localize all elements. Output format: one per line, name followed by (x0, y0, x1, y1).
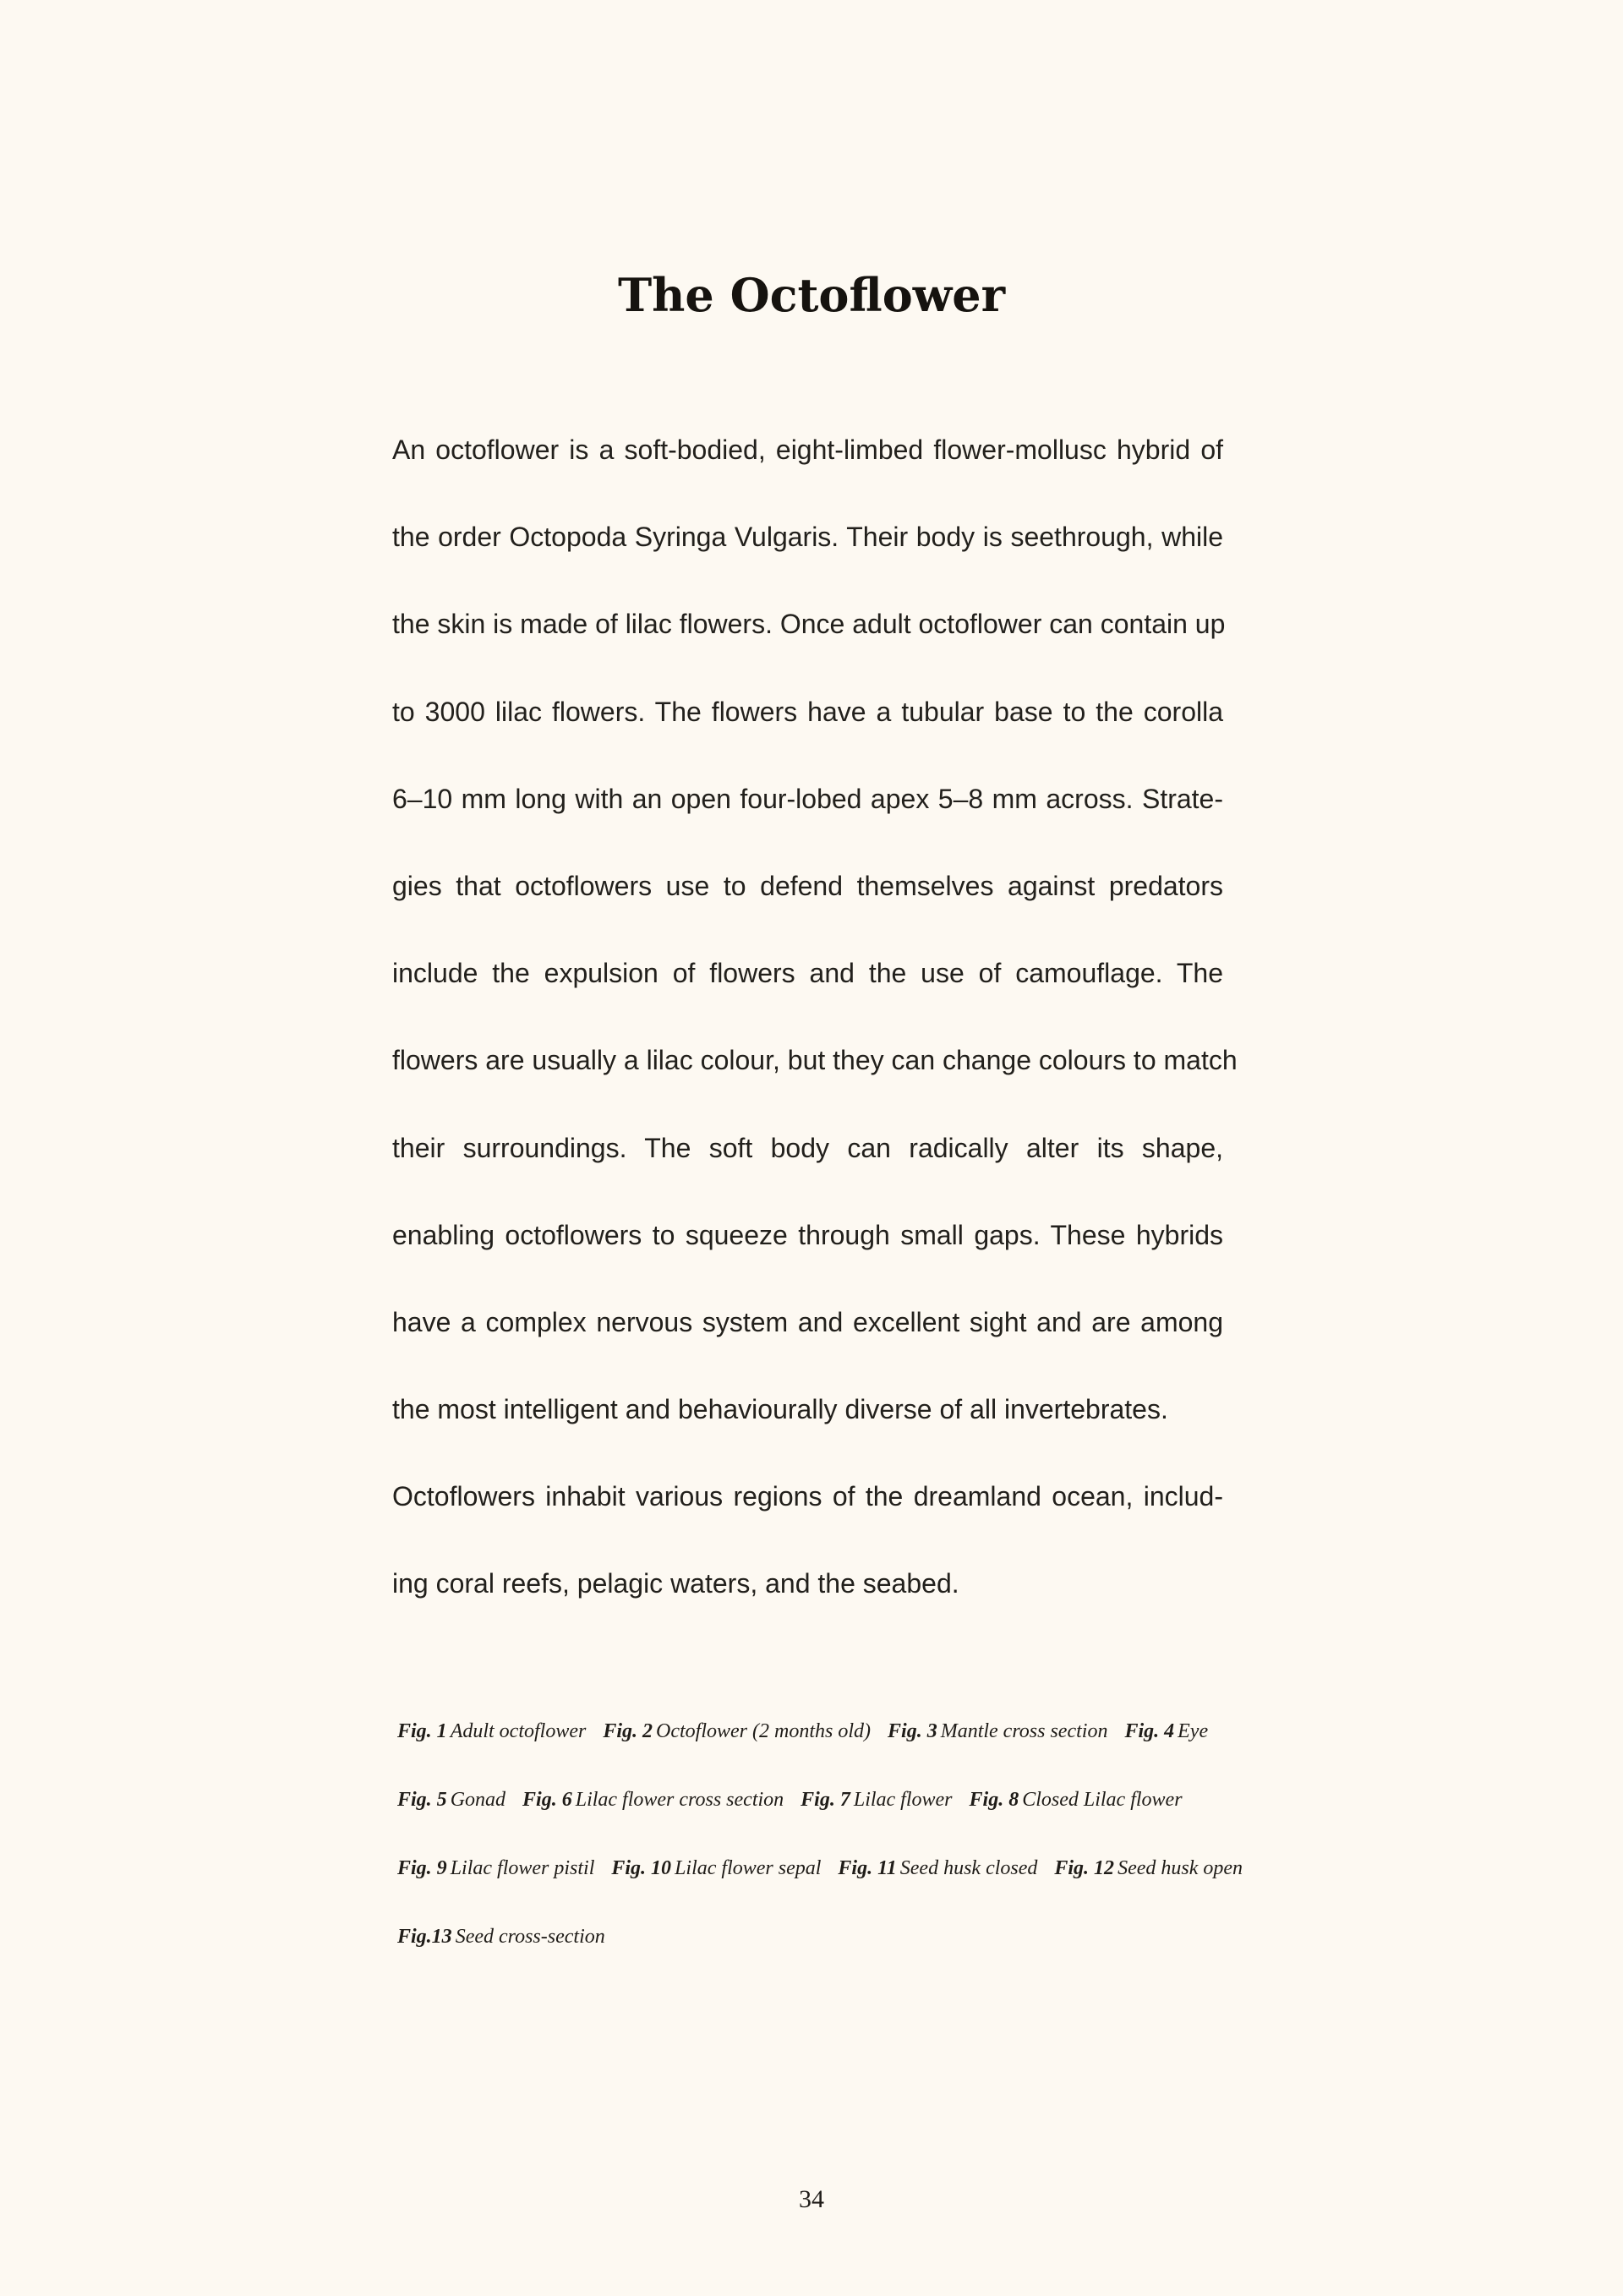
body-line: the skin is made of lilac flowers. Once adult octoflower can contain up (392, 609, 1226, 640)
body-line: Octoflowers inhabit various regions of the dreamland ocean, includ- (392, 1481, 1223, 1512)
figure-label: Fig. 11 (838, 1857, 897, 1879)
figure-text: Lilac flower sepal (675, 1857, 822, 1879)
caption-line (397, 1766, 1226, 1834)
figure-label: Fig. 3 (888, 1720, 937, 1742)
figure-label: Fig. 8 (969, 1789, 1019, 1811)
figure-text: Gonad (450, 1789, 506, 1811)
page-number: 34 (799, 2185, 824, 2213)
body-line: 6–10 mm long with an open four-lobed apex 5–8 mm across. Strate- (392, 783, 1223, 814)
figure-text: Closed Lilac flower (1022, 1789, 1183, 1811)
figure-caption (1124, 1720, 1208, 1742)
figure-caption (397, 1857, 594, 1879)
body-line: the order Octopoda Syringa Vulgaris. Their body is seethrough, while (392, 522, 1223, 553)
figure-caption (970, 1789, 1183, 1811)
figure-text: Mantle cross section (940, 1720, 1108, 1742)
figure-caption (801, 1789, 952, 1811)
figure-caption (1054, 1857, 1243, 1879)
figure-label: Fig.13 (397, 1926, 452, 1948)
figure-text: Seed husk open (1118, 1857, 1243, 1879)
figure-label: Fig. 2 (603, 1720, 653, 1742)
figure-label: Fig. 1 (397, 1720, 447, 1742)
figure-caption (838, 1857, 1037, 1879)
body-line: enabling octoflowers to squeeze through small gaps. These hybrids (392, 1219, 1223, 1250)
figure-label: Fig. 9 (397, 1857, 447, 1879)
figure-text: Lilac flower (853, 1789, 953, 1811)
figure-captions (397, 1697, 1243, 1971)
body-line: the most intelligent and behaviourally diverse of all invertebrates. (392, 1394, 1168, 1425)
body-line: their surroundings. The soft body can radically alter its shape, (392, 1132, 1223, 1163)
body-line: flowers are usually a lilac colour, but they can change colours to match (392, 1045, 1238, 1076)
body-line: gies that octoflowers use to defend themselves against predators (392, 870, 1223, 901)
figure-label: Fig. 5 (397, 1789, 447, 1811)
figure-label: Fig. 7 (801, 1789, 850, 1811)
caption-line (397, 1834, 1243, 1903)
figure-caption (603, 1720, 871, 1742)
figure-text: Octoflower (2 months old) (656, 1720, 872, 1742)
figure-label: Fig. 4 (1124, 1720, 1175, 1742)
caption-line (397, 1697, 1226, 1766)
figure-caption (522, 1789, 784, 1811)
body-paragraph (392, 407, 1238, 1628)
body-line: ing coral reefs, pelagic waters, and the seabed. (392, 1568, 959, 1599)
figure-text: Seed cross-section (455, 1926, 605, 1948)
figure-label: Fig. 10 (611, 1857, 672, 1879)
figure-text: Lilac flower pistil (450, 1857, 595, 1879)
body-line: to 3000 lilac flowers. The flowers have a tubular base to the corolla (392, 696, 1223, 727)
figure-caption (611, 1857, 821, 1879)
body-line: include the expulsion of flowers and the use of camouflage. The (392, 958, 1223, 989)
body-line: An octoflower is a soft-bodied, eight-limbed flower-mollusc hybrid of (392, 435, 1223, 465)
figure-caption (397, 1789, 505, 1811)
figure-label: Fig. 6 (522, 1789, 572, 1811)
figure-text: Lilac flower cross section (575, 1789, 784, 1811)
figure-text: Eye (1178, 1720, 1209, 1742)
body-line: have a complex nervous system and excellent sight and are among (392, 1306, 1223, 1337)
figure-caption (888, 1720, 1107, 1742)
figure-caption (397, 1720, 586, 1742)
caption-line (397, 1903, 1226, 1971)
figure-label: Fig. 12 (1054, 1857, 1115, 1879)
figure-text: Seed husk closed (899, 1857, 1038, 1879)
page-title: The Octoflower (617, 268, 1006, 322)
figure-text: Adult octoflower (450, 1720, 587, 1742)
figure-caption (397, 1926, 605, 1948)
